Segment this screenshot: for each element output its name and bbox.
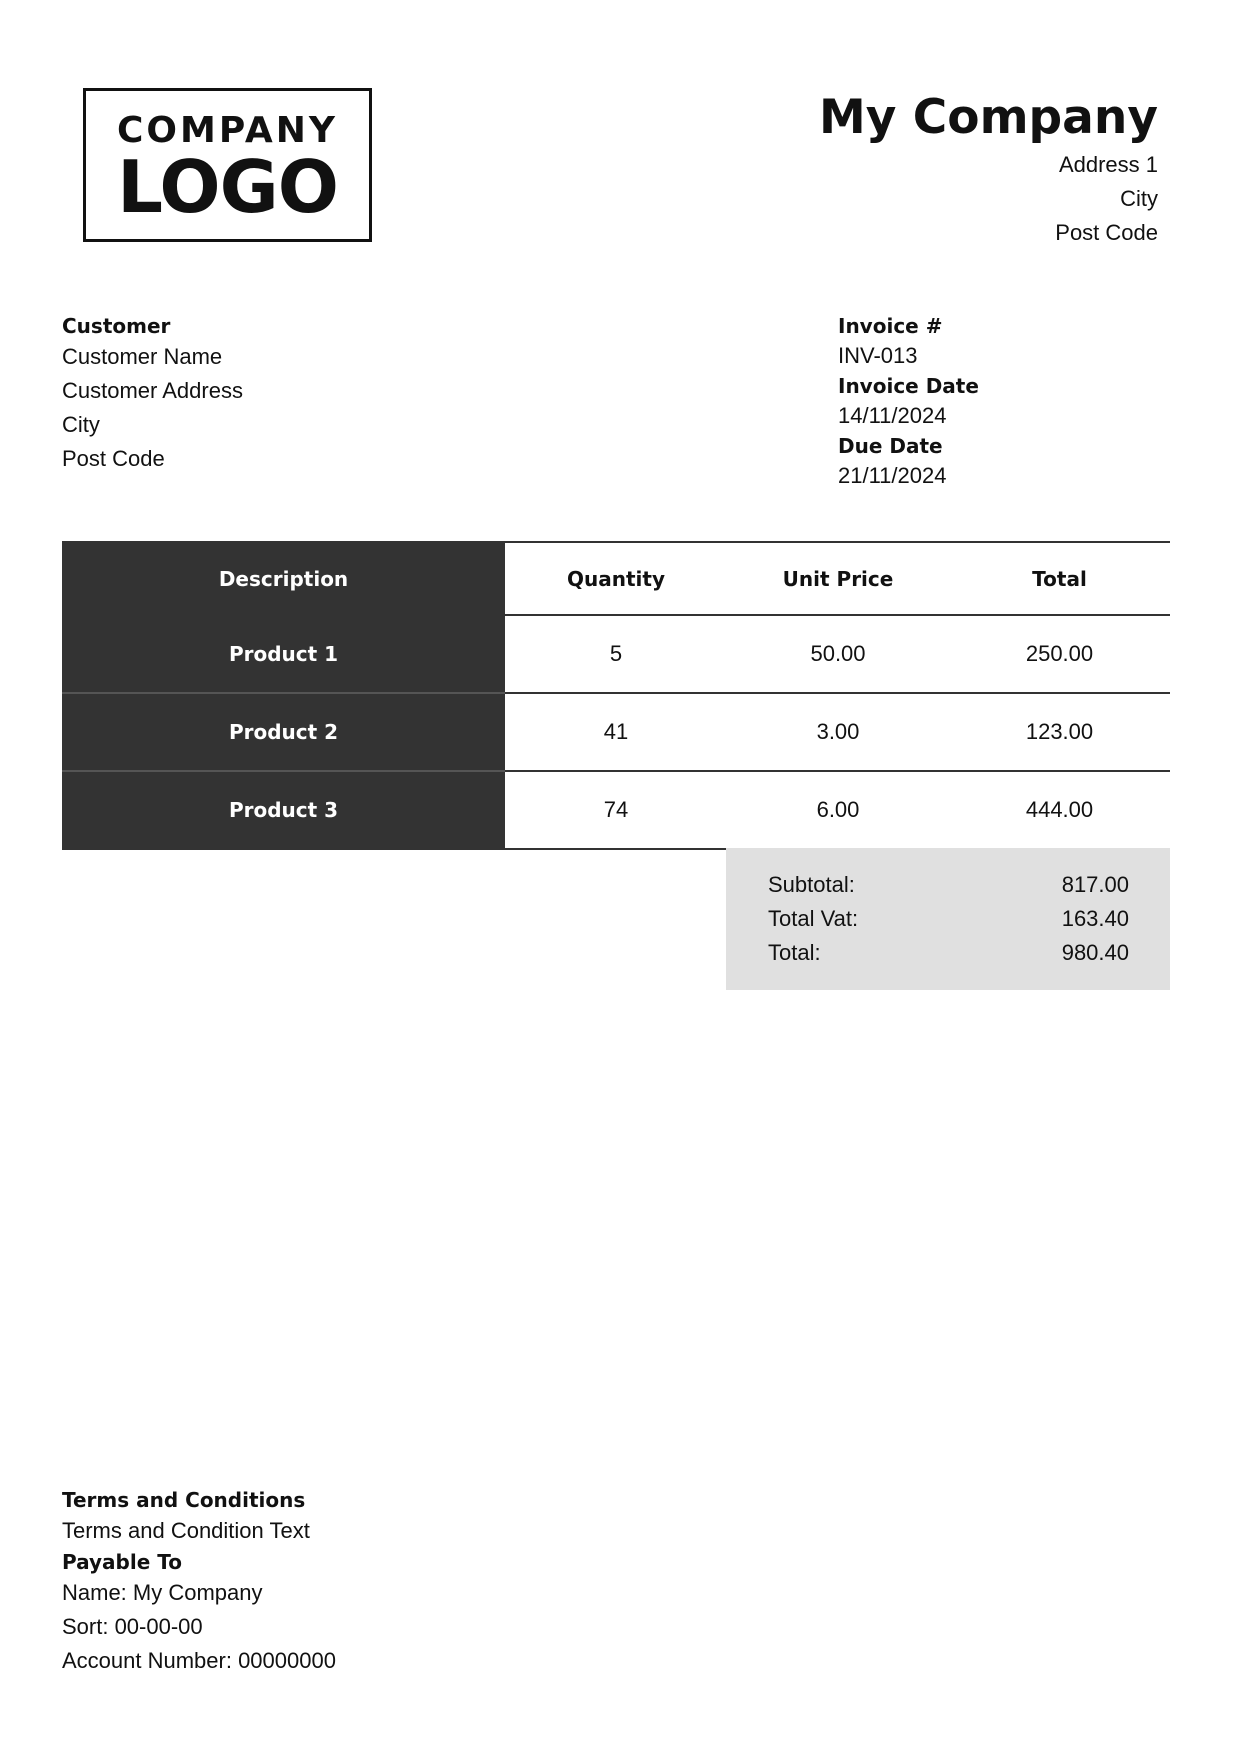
- payable-name: Name: My Company: [62, 1580, 263, 1605]
- line-items-table: [62, 541, 1170, 850]
- row-unit-price: 3.00: [727, 693, 949, 771]
- vat-value: 163.40: [1061, 906, 1129, 931]
- header-total: Total: [949, 542, 1170, 615]
- logo-text-logo: LOGO: [117, 145, 338, 229]
- table-row: [62, 771, 1170, 849]
- table-row: [62, 615, 1170, 693]
- table-row: [62, 693, 1170, 771]
- row-total: 444.00: [949, 771, 1170, 849]
- total-value: 980.40: [1061, 940, 1129, 965]
- customer-name: Customer Name: [62, 344, 223, 369]
- row-description: Product 3: [62, 771, 505, 849]
- row-unit-price: 50.00: [727, 615, 949, 693]
- payable-sort-code: Sort: 00-00-00: [62, 1614, 203, 1639]
- subtotal-row: [768, 868, 1129, 902]
- invoice-date-label: Invoice Date: [838, 374, 979, 398]
- payable-account-number: Account Number: 00000000: [62, 1648, 336, 1673]
- customer-block: [62, 312, 243, 476]
- company-post-code: Post Code: [1055, 220, 1158, 245]
- customer-post-code: Post Code: [62, 446, 165, 471]
- row-total: 250.00: [949, 615, 1170, 693]
- row-quantity: 41: [505, 693, 727, 771]
- row-description: Product 2: [62, 693, 505, 771]
- logo-text-company: COMPANY: [117, 110, 338, 151]
- row-quantity: 5: [505, 615, 727, 693]
- invoice-number: INV-013: [838, 343, 918, 368]
- invoice-info-block: [838, 312, 979, 492]
- payable-to-label: Payable To: [62, 1550, 182, 1574]
- vat-label: Total Vat:: [768, 906, 859, 931]
- row-quantity: 74: [505, 771, 727, 849]
- company-address-1: Address 1: [1058, 152, 1158, 177]
- header-quantity: Quantity: [505, 542, 727, 615]
- footer-block: [62, 1486, 336, 1678]
- customer-address: Customer Address: [62, 378, 243, 403]
- subtotal-value: 817.00: [1061, 872, 1129, 897]
- due-date: 21/11/2024: [838, 463, 947, 488]
- totals-box: [726, 848, 1170, 990]
- terms-text: Terms and Condition Text: [62, 1518, 310, 1543]
- row-description: Product 1: [62, 615, 505, 693]
- total-row: [768, 936, 1129, 970]
- terms-label: Terms and Conditions: [62, 1488, 306, 1512]
- customer-label: Customer: [62, 314, 171, 338]
- row-total: 123.00: [949, 693, 1170, 771]
- company-header: [819, 90, 1158, 250]
- subtotal-label: Subtotal:: [768, 872, 855, 897]
- due-date-label: Due Date: [838, 434, 943, 458]
- company-name: My Company: [819, 90, 1158, 145]
- header-unit-price: Unit Price: [727, 542, 949, 615]
- invoice-number-label: Invoice #: [838, 314, 943, 338]
- invoice-date: 14/11/2024: [838, 403, 947, 428]
- table-header-row: [62, 542, 1170, 615]
- company-logo: [83, 88, 372, 242]
- header-description: Description: [62, 542, 505, 615]
- customer-city: City: [62, 412, 100, 437]
- total-label: Total:: [768, 940, 821, 965]
- row-unit-price: 6.00: [727, 771, 949, 849]
- vat-row: [768, 902, 1129, 936]
- company-city: City: [1120, 186, 1158, 211]
